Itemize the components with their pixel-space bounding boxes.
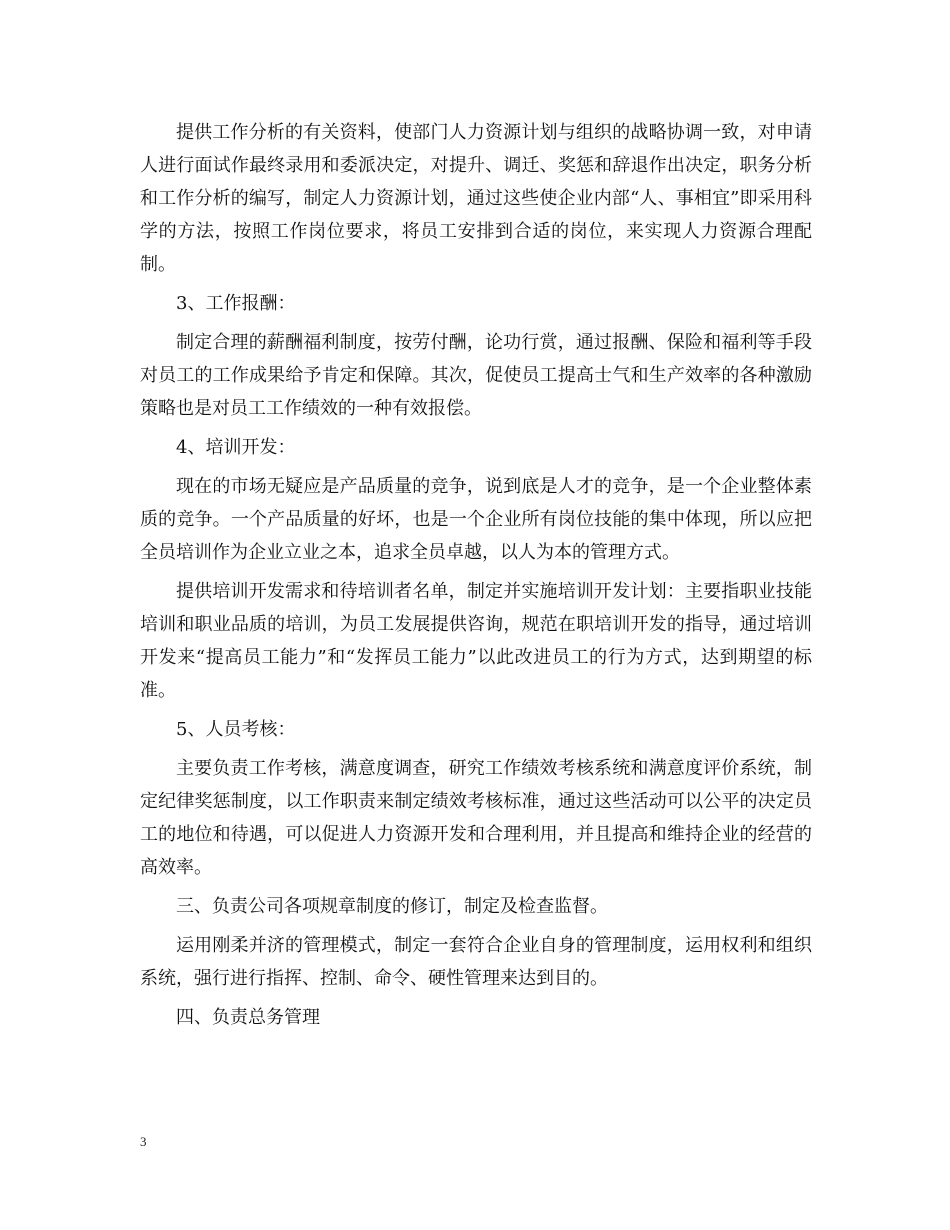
section-heading-general-affairs: 四、负责总务管理 (176, 1007, 320, 1028)
section-heading-training: 4、培训开发： (176, 437, 296, 458)
page-number: 3 (140, 1134, 147, 1149)
section-heading-assessment: 5、人员考核： (176, 719, 296, 740)
section-heading-compensation: 3、工作报酬： (176, 293, 296, 314)
document-body (140, 116, 812, 1040)
paragraph-regulations: 运用刚柔并济的管理模式，制定一套符合企业自身的管理制度，运用权利和组织系统，强行进行指挥、控制、命令、硬性管理来达到目的。 (140, 935, 812, 989)
paragraph-training-plan: 提供培训开发需求和待培训者名单，制定并实施培训开发计划：主要指职业技能培训和职业品质的培训，为员工发展提供咨询，规范在职培训开发的指导，通过培训开发来“提高员工能力”和“发挥员工能力”以此改进员工的行为方式，达到期望的标准。 (140, 581, 812, 701)
paragraph-training-competition: 现在的市场无疑应是产品质量的竞争，说到底是人才的竞争，是一个企业整体素质的竞争。一个产品质量的好坏，也是一个企业所有岗位技能的集中体现，所以应把全员培训作为企业立业之本，追求全员卓越，以人为本的管理方式。 (140, 476, 812, 563)
section-heading-regulations: 三、负责公司各项规章制度的修订，制定及检查监督。 (176, 896, 608, 917)
paragraph-job-analysis: 提供工作分析的有关资料，使部门人力资源计划与组织的战略协调一致，对申请人进行面试作最终录用和委派决定，对提升、调迁、奖惩和辞退作出决定，职务分析和工作分析的编写，制定人力资源计划，通过这些使企业内部“人、事相宜”即采用科学的方法，按照工作岗位要求，将员工安排到合适的岗位，来实现人力资源合理配制。 (140, 122, 812, 275)
paragraph-assessment: 主要负责工作考核，满意度调查，研究工作绩效考核系统和满意度评价系统，制定纪律奖惩制度，以工作职责来制定绩效考核标准，通过这些活动可以公平的决定员工的地位和待遇，可以促进人力资源开发和合理利用，并且提高和维持企业的经营的高效率。 (140, 758, 812, 878)
paragraph-compensation: 制定合理的薪酬福利制度，按劳付酬，论功行赏，通过报酬、保险和福利等手段对员工的工作成果给予肯定和保障。其次，促使员工提高士气和生产效率的各种激励策略也是对员工工作绩效的一种有效报偿。 (140, 332, 812, 419)
